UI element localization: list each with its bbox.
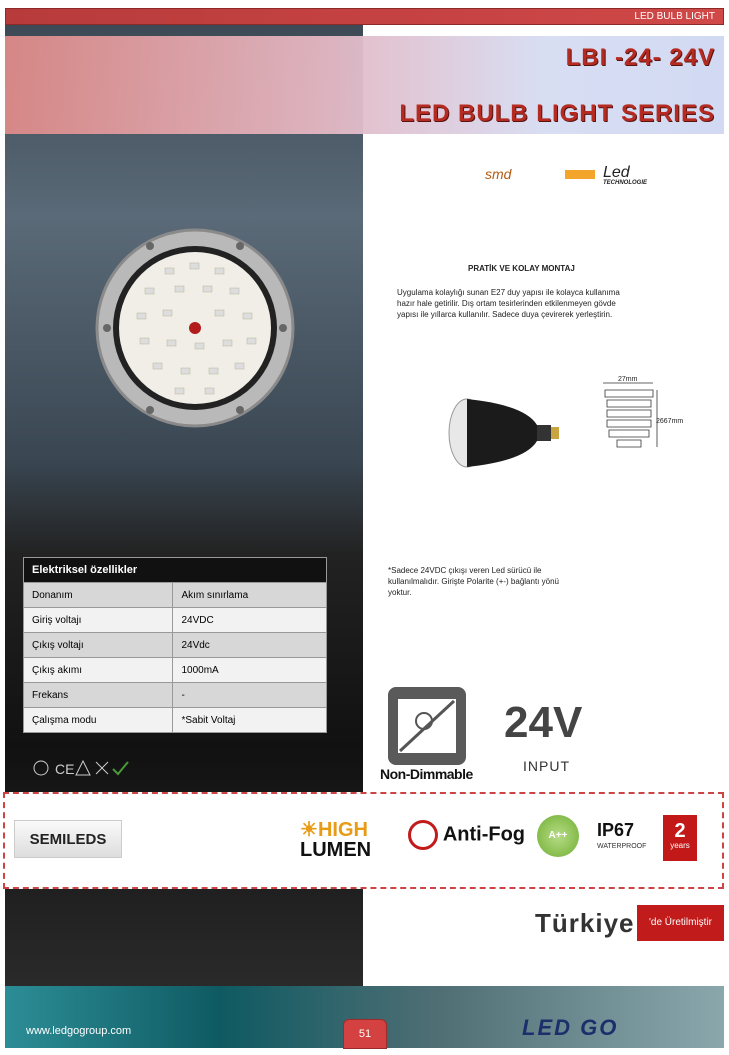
lumen-text: LUMEN bbox=[300, 839, 372, 861]
smd-text: smd bbox=[485, 166, 512, 182]
waterproof-text: WATERPROOF bbox=[597, 843, 647, 850]
semileds-logo: SEMILEDS bbox=[14, 820, 122, 858]
series-title: LED BULB LIGHT SERIES bbox=[399, 100, 715, 127]
led-bulb-product-image bbox=[95, 228, 295, 428]
spec-value: 1000mA bbox=[173, 658, 327, 683]
non-dimmable-icon bbox=[388, 687, 466, 765]
table-row bbox=[24, 658, 327, 683]
anti-fog-badge bbox=[408, 820, 525, 850]
voltage-value: 24V bbox=[504, 698, 583, 747]
top-category-bar: LED BULB LIGHT bbox=[5, 8, 724, 25]
smd-led-technology-logo bbox=[485, 166, 675, 188]
spec-label: Çıkış voltajı bbox=[24, 633, 173, 658]
spec-value: *Sabit Voltaj bbox=[173, 708, 327, 733]
ip67-text: IP67 bbox=[597, 820, 635, 840]
led-text: Led bbox=[603, 164, 630, 181]
table-row bbox=[24, 633, 327, 658]
spec-value: 24Vdc bbox=[173, 633, 327, 658]
table-row bbox=[24, 683, 327, 708]
spec-label: Çalışma modu bbox=[24, 708, 173, 733]
non-dimmable-label: Non-Dimmable bbox=[380, 766, 473, 782]
model-title: LBI -24- 24V bbox=[565, 44, 715, 71]
bulb-base-dimension-diagram bbox=[595, 375, 665, 470]
made-in-label: 'de Üretilmiştir bbox=[637, 905, 724, 941]
table-row bbox=[24, 583, 327, 608]
technologie-text: TECHNOLOGIE bbox=[603, 180, 648, 186]
bulb-side-image bbox=[445, 395, 565, 470]
table-row bbox=[24, 708, 327, 733]
turkiye-text: Türkiye bbox=[535, 908, 635, 938]
electrical-specs-table bbox=[23, 557, 327, 733]
spec-label: Frekans bbox=[24, 683, 173, 708]
sun-icon: ☀ bbox=[300, 819, 318, 841]
spec-label: Giriş voltajı bbox=[24, 608, 173, 633]
warranty-text: years bbox=[670, 841, 690, 850]
warranty-number: 2 bbox=[674, 820, 686, 842]
spec-value: Akım sınırlama bbox=[173, 583, 327, 608]
montaj-description: Uygulama kolaylığı sunan E27 duy yapısı ile kolayca kullanıma hazır hale getirilir. Dış ortam tesirlerinden etkilenmeyen gövde yapısı ile yıllarca kullanılır. Sadece duya çevirerek yerleştirin. bbox=[397, 288, 620, 319]
orange-bar bbox=[565, 170, 595, 179]
high-text: HIGH bbox=[317, 819, 368, 841]
svg-text:CE: CE bbox=[55, 761, 75, 777]
high-lumen-badge bbox=[300, 820, 371, 860]
table-header: Elektriksel özellikler bbox=[24, 558, 327, 583]
page-number: 51 bbox=[343, 1019, 387, 1049]
spec-value: 24VDC bbox=[173, 608, 327, 633]
no-fog-icon bbox=[408, 820, 438, 850]
spec-label: Çıkış akımı bbox=[24, 658, 173, 683]
energy-class-badge: A++ bbox=[537, 815, 579, 857]
montaj-title: PRATİK VE KOLAY MONTAJ bbox=[468, 264, 575, 273]
warranty-badge bbox=[663, 815, 697, 861]
spec-label: Donanım bbox=[24, 583, 173, 608]
antifog-text: Anti-Fog bbox=[442, 823, 526, 846]
website-link[interactable]: www.ledgogroup.com bbox=[26, 1025, 132, 1037]
width-dimension-label: 27mm bbox=[618, 376, 638, 383]
ledgo-logo: LED GO bbox=[522, 1015, 619, 1040]
height-dimension-label: 2667mm bbox=[656, 418, 684, 425]
certification-icons bbox=[33, 757, 143, 779]
usage-note: *Sadece 24VDC çıkışı veren Led sürücü ile kullanılmalıdır. Girişte Polarite (+-) bağlantı yönü yoktur. bbox=[388, 566, 559, 597]
input-label: INPUT bbox=[523, 758, 570, 774]
spec-value: - bbox=[173, 683, 327, 708]
table-row bbox=[24, 608, 327, 633]
